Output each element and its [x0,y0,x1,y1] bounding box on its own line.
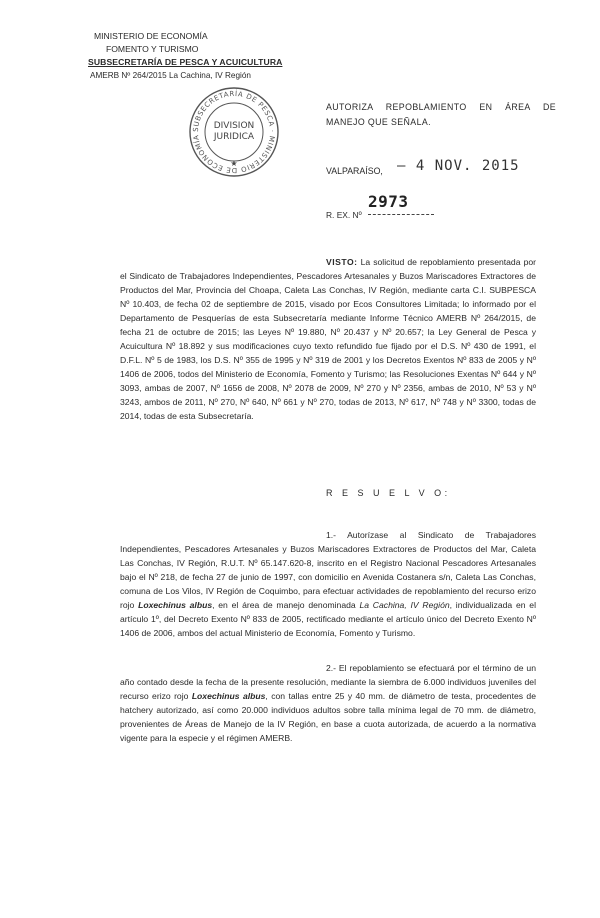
visto-text: La solicitud de repoblamiento presentada por el Sindicato de Trabajadores Independientes, Pescadores Artesanales y Buzos Mariscadores Extractores de Productos del Mar, Provincia del Choapa, Caleta Las Conchas, IV Región, mediante carta C.I. SUBPESCA Nº 10.403, de fecha 02 de septiembre de 2015, visado por Ecos Consultores Limitada; lo informado por el Departamento de Pesquerías de esta Subsecretaría mediante Informe Técnico AMERB Nº 264/2015, de fecha 21 de octubre de 2015; las Leyes Nº 19.880, Nº 20.437 y Nº 20.657; la Ley General de Pesca y Acuicultura Nº 18.892 y sus modificaciones cuyo texto refundido fue fijado por el D.S. Nº 430 de 1991, el D.F.L. Nº 5 de 1983, los D.S. Nº 355 de 1995 y Nº 319 de 2001 y los Decretos Exentos Nº 833 de 2005 y Nº 1406 de 2006, todos del Ministerio de Economía, Fomento y Turismo; las Resoluciones Exentas Nº 644 y Nº 3093, ambas de 2007, Nº 1656 de 2008, Nº 2078 de 2009, Nº 270 y Nº 2356, ambas de 2010, Nº 53 y Nº 3243, ambos de 2011, Nº 270, Nº 640, Nº 661 y Nº 270, todas de 2013, Nº 617, Nº 748 y Nº 3300, todas de 2014, todas de esta Subsecretaría. [120,257,536,421]
article-1-text-a: 1.- Autorízase al Sindicato de Trabajadores Independientes, Pescadores Artesanales y Buzos Mariscadores Extractores de Productos del Mar, Caleta Las Conchas, IV Región, R.U.T. Nº 65.147.620-8, inscrito en el Registro Nacional Pescadores Artesanales bajo el Nº 218, de fecha 27 de junio de 1997, con domicilio en Avenida Costanera s/n, Caleta Las Conchas, comuna de Los Vilos, IV Región de Coquimbo, para efectuar actividades de repoblamiento del recurso erizo rojo [120,530,536,610]
place-label: VALPARAÍSO, [326,166,383,176]
amerb-reference: AMERB Nº 264/2015 La Cachina, IV Región [90,71,251,80]
article-2-species: Loxechinus albus [191,691,266,701]
article-1-area-name: La Cachina, IV Región [359,600,450,610]
visto-label: VISTO: [326,257,358,267]
visto-paragraph [120,255,536,423]
ministry-subname: FOMENTO Y TURISMO [106,44,199,54]
undersecretariat-name: SUBSECRETARÍA DE PESCA Y ACUICULTURA [88,57,283,67]
document-subject: AUTORIZA REPOBLAMIENTO EN ÁREA DE MANEJO QUE SEÑALA. [326,102,556,127]
ministry-name: MINISTERIO DE ECONOMÍA [94,31,208,41]
article-2-paragraph [120,661,536,745]
article-2-text-b: , con tallas entre 25 y 40 mm. de diámetro de testa, procedentes de hatchery autorizado, así como 20.000 individuos adultos sobre talla mínima legal de 70 mm. de diámetro, provenientes de Áreas de Manejo de la IV Región, en base a cuota autorizada, de acuerdo a la normativa vigente para la especie y el régimen AMERB. [120,691,536,743]
letterhead [88,30,308,82]
stamp-center-line1: DIVISION [213,121,255,131]
article-1-species: Loxechinus albus [138,600,213,610]
stamp-ring-text: SUBSECRETARÍA DE PESCA · MINISTERIO DE ECONOMÍA [191,89,277,175]
resolution-label: R. EX. Nº [326,210,362,220]
article-1-paragraph [120,528,536,640]
resolution-underline [368,214,434,215]
article-1-text-c: , individualizada en el artículo 1º, del Decreto Exento Nº 833 de 2005, rectificado mediante el artículo único del Decreto Exento Nº 1406 de 2006, ambos del actual Ministerio de Economía, Fomento y Turismo. [120,600,536,638]
article-2-text-a: 2.- El repoblamiento se efectuará por el término de un año contado desde la fecha de la presente resolución, mediante la siembra de 6.000 individuos juveniles del recurso erizo rojo [120,663,536,701]
date-stamp: – 4 NOV. 2015 [397,158,520,174]
resolution-number: 2973 [368,192,409,211]
stamp-star: ★ [230,159,238,168]
stamp-center-line2: JURIDICA [213,132,255,142]
legal-division-stamp [188,86,280,178]
resuelvo-heading: R E S U E L V O: [326,488,451,498]
stamp-icon [188,86,280,178]
article-1-text-b: , en el área de manejo denominada [212,600,360,610]
